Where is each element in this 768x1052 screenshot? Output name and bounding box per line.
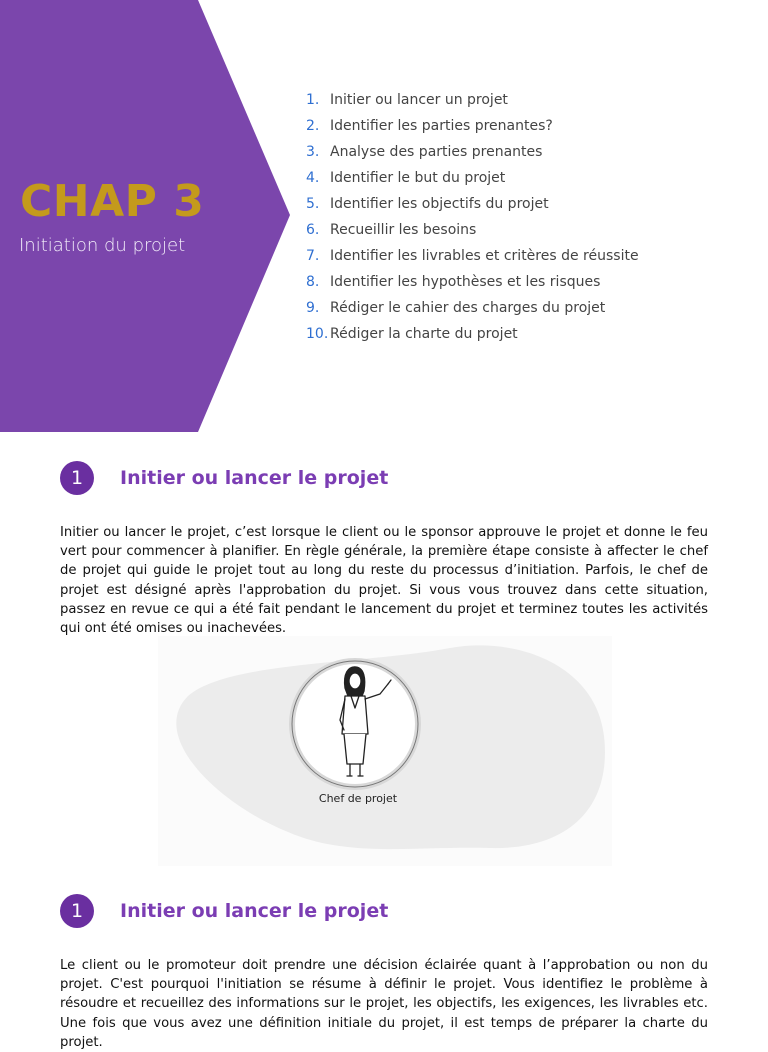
toc-item[interactable] bbox=[306, 245, 639, 271]
toc-item-label: Identifier les objectifs du projet bbox=[330, 196, 549, 212]
toc-item-number: 2. bbox=[306, 118, 320, 134]
toc-item-number: 5. bbox=[306, 196, 320, 212]
toc-item-label: Identifier les hypothèses et les risques bbox=[330, 274, 601, 290]
toc-item-number: 7. bbox=[306, 248, 320, 264]
chapter-title: CHAP 3 bbox=[20, 176, 205, 227]
toc-item-number: 10. bbox=[306, 326, 329, 342]
section-heading bbox=[60, 461, 388, 495]
toc-item[interactable] bbox=[306, 115, 639, 141]
illustration-caption: Chef de projet bbox=[318, 792, 398, 805]
toc-item[interactable] bbox=[306, 271, 639, 297]
toc-item-number: 1. bbox=[306, 92, 320, 108]
section-title: Initier ou lancer le projet bbox=[120, 467, 389, 489]
toc-item[interactable] bbox=[306, 141, 639, 167]
toc-item-number: 4. bbox=[306, 170, 320, 186]
section-heading bbox=[60, 894, 388, 928]
table-of-contents bbox=[306, 89, 639, 349]
toc-item-number: 9. bbox=[306, 300, 320, 316]
section-paragraph: Initier ou lancer le projet, c’est lorsque le client ou le sponsor approuve le projet et donne le feu vert pour commencer à planifier. En règle générale, la première étape consiste à affecter le chef de projet qui guide le projet tout au long du reste du processus d’initiation. Parfois, le chef de projet est désigné après l'approbation du projet. Si vous vous trouvez dans cette situation, passez en revue ce qui a été fait pendant le lancement du projet et terminez toutes les activités qui ont été omises ou inachevées. bbox=[60, 525, 708, 637]
toc-item-label: Identifier les livrables et critères de réussite bbox=[330, 248, 639, 264]
toc-item[interactable] bbox=[306, 219, 639, 245]
section-title: Initier ou lancer le projet bbox=[120, 900, 389, 922]
toc-item-label: Identifier le but du projet bbox=[330, 170, 506, 186]
toc-item-number: 3. bbox=[306, 144, 320, 160]
toc-item[interactable] bbox=[306, 167, 639, 193]
toc-item-label: Identifier les parties prenantes? bbox=[330, 118, 553, 134]
toc-item-label: Rédiger le cahier des charges du projet bbox=[330, 300, 606, 316]
section-paragraph: Le client ou le promoteur doit prendre une décision éclairée quant à l’approbation ou non du projet. C'est pourquoi l'initiation se résume à définir le projet. Vous identifiez le problème à résoudre et recueillez des informations sur le projet, les objectifs, les exigences, les livrables etc. Une fois que vous avez une définition initiale du projet, il est temps de préparer la charte du projet. bbox=[60, 958, 708, 1050]
toc-item[interactable] bbox=[306, 323, 639, 349]
project-manager-illustration bbox=[158, 636, 612, 866]
toc-item-label: Initier ou lancer un projet bbox=[330, 92, 508, 108]
toc-item-label: Analyse des parties prenantes bbox=[330, 144, 543, 160]
toc-item[interactable] bbox=[306, 297, 639, 323]
toc-item-number: 6. bbox=[306, 222, 320, 238]
toc-item[interactable] bbox=[306, 89, 639, 115]
toc-item[interactable] bbox=[306, 193, 639, 219]
chapter-subtitle: Initiation du projet bbox=[19, 235, 186, 256]
toc-item-label: Rédiger la charte du projet bbox=[330, 326, 518, 342]
toc-item-number: 8. bbox=[306, 274, 320, 290]
toc-item-label: Recueillir les besoins bbox=[330, 222, 477, 238]
section-number-badge: 1 bbox=[60, 894, 94, 928]
section-number-badge: 1 bbox=[60, 461, 94, 495]
